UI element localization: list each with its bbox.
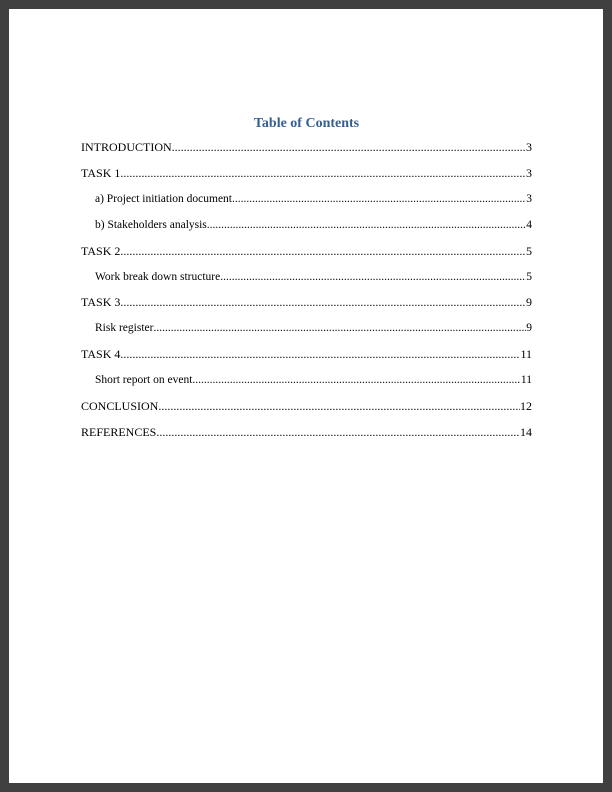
toc-entry[interactable]: [81, 187, 532, 213]
toc-entry-label: REFERENCES: [81, 424, 157, 439]
toc-entry-label: b) Stakeholders analysis: [95, 218, 207, 231]
toc-entry-page: 9: [526, 295, 532, 310]
toc-leader-dots: [232, 187, 526, 213]
toc-leader-dots: [120, 239, 526, 265]
toc-leader-dots: [192, 368, 521, 394]
page-content: [9, 9, 603, 446]
toc-entry-page: 5: [526, 270, 532, 283]
toc-entry[interactable]: [81, 239, 532, 265]
toc-entry-label: a) Project initiation document: [95, 192, 233, 205]
toc-leader-dots: [153, 316, 526, 342]
toc-entry-page: 14: [520, 424, 532, 439]
toc-leader-dots: [172, 135, 526, 161]
toc-entry-label: TASK 4: [81, 347, 121, 362]
toc-leader-dots: [120, 342, 520, 368]
toc-entry-label: Work break down structure: [95, 270, 221, 283]
toc-entry[interactable]: [81, 265, 532, 291]
toc-entry-label: Risk register: [95, 322, 154, 335]
toc-entry[interactable]: [81, 213, 532, 239]
toc-entry[interactable]: [81, 290, 532, 316]
page-title: Table of Contents: [253, 116, 360, 131]
toc-leader-dots: [156, 420, 520, 446]
toc-entry-page: 3: [526, 140, 532, 154]
toc-entry-page: 11: [520, 347, 532, 362]
toc-leader-dots: [207, 213, 526, 239]
toc-entry[interactable]: [81, 394, 532, 420]
toc-entry-label: CONCLUSION: [81, 399, 159, 414]
toc-entry[interactable]: [81, 368, 532, 394]
toc-entry-label: TASK 3: [81, 295, 121, 310]
toc-entry[interactable]: [81, 316, 532, 342]
toc-entry[interactable]: [81, 135, 532, 161]
toc-leader-dots: [158, 394, 520, 420]
toc-entry-label: INTRODUCTION: [81, 140, 172, 154]
toc-entry-page: 9: [526, 322, 532, 335]
toc-entry-label: TASK 2: [81, 243, 121, 258]
toc-leader-dots: [120, 161, 526, 187]
toc-entry-page: 4: [526, 218, 532, 231]
toc-entry-page: 3: [526, 192, 532, 205]
toc-entry[interactable]: [81, 342, 532, 368]
toc-entry-label: Short report on event: [95, 374, 193, 387]
toc-entry[interactable]: [81, 420, 532, 446]
toc-entry-page: 3: [526, 165, 532, 180]
toc-entry-page: 12: [520, 399, 532, 414]
toc-entry[interactable]: [81, 161, 532, 187]
toc-entry-label: TASK 1: [81, 165, 121, 180]
toc-entry-page: 5: [526, 243, 532, 258]
toc-list: [81, 135, 532, 446]
toc-leader-dots: [220, 265, 526, 291]
toc-leader-dots: [120, 290, 526, 316]
toc-entry-page: 11: [520, 374, 532, 387]
